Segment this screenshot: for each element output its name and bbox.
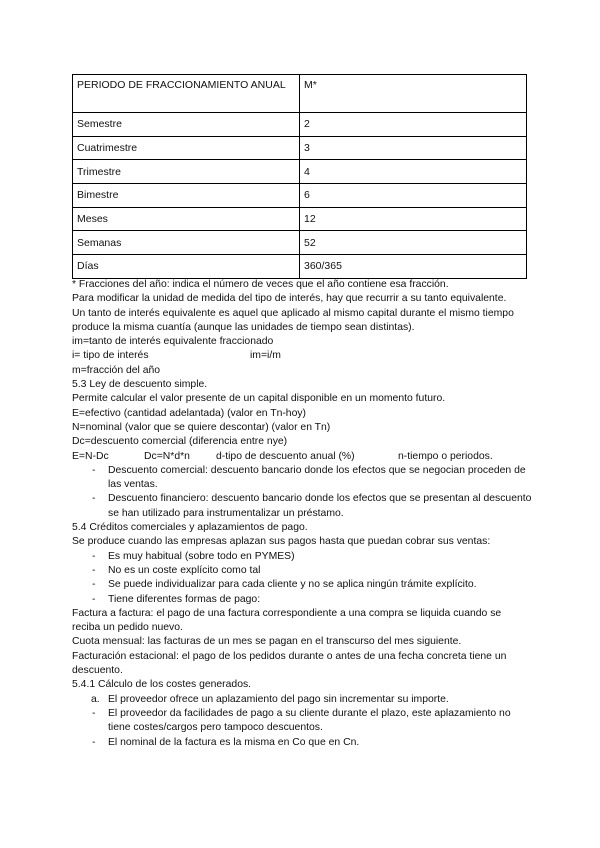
table-cell-period: Semanas bbox=[73, 231, 300, 255]
table-cell-period: Semestre bbox=[73, 113, 300, 137]
table-cell-m: 4 bbox=[300, 160, 527, 184]
list-item: - Descuento financiero: descuento bancario donde los efectos que se presentan al descuento se han utilizado para instrumentalizar un préstamo. bbox=[72, 492, 532, 521]
table-cell-m: 52 bbox=[300, 231, 527, 255]
table-row bbox=[73, 113, 527, 137]
table-cell-m: 3 bbox=[300, 136, 527, 160]
paragraph: Se produce cuando las empresas aplazan sus pagos hasta que puedan cobrar sus ventas: bbox=[72, 536, 491, 548]
table-row bbox=[73, 231, 527, 255]
formula: d-tipo de descuento anual (%) bbox=[216, 450, 355, 462]
definition: m=fracción del año bbox=[72, 364, 161, 376]
fraction-table bbox=[72, 74, 527, 279]
list-item: - Se puede individualizar para cada cliente y no se aplica ningún trámite explícito. bbox=[72, 578, 532, 592]
table-header-row bbox=[73, 75, 527, 113]
table-cell-period: Bimestre bbox=[73, 184, 300, 208]
table-row bbox=[73, 255, 527, 279]
definition: E=efectivo (cantidad adelantada) (valor en Tn-hoy) bbox=[72, 407, 307, 419]
credit-list bbox=[72, 550, 532, 607]
definition: Dc=descuento comercial (diferencia entre nye) bbox=[72, 436, 288, 448]
list-item: - Tiene diferentes formas de pago: bbox=[72, 593, 532, 607]
table-row bbox=[73, 136, 527, 160]
formula: Dc=N*d*n bbox=[144, 450, 190, 462]
table-row bbox=[73, 184, 527, 208]
list-item: - No es un coste explícito como tal bbox=[72, 564, 532, 578]
list-marker: a. bbox=[91, 693, 100, 705]
table-header-cell: M* bbox=[300, 75, 527, 113]
paragraph: Permite calcular el valor presente de un capital disponible en un momento futuro. bbox=[72, 393, 446, 405]
paragraph: Cuota mensual: las facturas de un mes se pagan en el transcurso del mes siguiente. bbox=[72, 636, 462, 648]
paragraph: Factura a factura: el pago de una factura correspondiente a una compra se liquida cuando se reciba un pedido nuevo. bbox=[72, 607, 502, 634]
definition: im=tanto de interés equivalente fraccionado bbox=[72, 336, 274, 348]
formula: n-tiempo o periodos. bbox=[398, 450, 493, 462]
table-cell-m: 360/365 bbox=[300, 255, 527, 279]
discount-list bbox=[72, 464, 532, 521]
definition: N=nominal (valor que se quiere descontar) (valor en Tn) bbox=[72, 421, 331, 433]
formula: E=N-Dc bbox=[72, 450, 109, 462]
subsection-heading: 5.4.1 Cálculo de los costes generados. bbox=[72, 679, 252, 691]
list-item bbox=[72, 693, 532, 707]
list-item: - Es muy habitual (sobre todo en PYMES) bbox=[72, 550, 532, 564]
paragraph: Facturación estacional: el pago de los pedidos durante o antes de una fecha concreta tiene un descuento. bbox=[72, 650, 507, 677]
cost-detail-list bbox=[72, 707, 532, 750]
list-item: - El nominal de la factura es la misma en Co que en Cn. bbox=[72, 736, 532, 750]
table-cell-m: 2 bbox=[300, 113, 527, 137]
table-cell-period: Meses bbox=[73, 207, 300, 231]
list-item-text: El proveedor ofrece un aplazamiento del pago sin incrementar su importe. bbox=[108, 693, 449, 705]
table-cell-period: Trimestre bbox=[73, 160, 300, 184]
table-cell-period: Días bbox=[73, 255, 300, 279]
paragraph: Para modificar la unidad de medida del tipo de interés, hay que recurrir a su tanto equivalente. bbox=[72, 293, 507, 305]
paragraph: Un tanto de interés equivalente es aquel que aplicado al mismo capital durante el mismo tiempo produce la misma cuantía (aunque las unidades de tiempo sean distintas). bbox=[72, 307, 514, 333]
section-heading: 5.4 Créditos comerciales y aplazamientos de pago. bbox=[72, 522, 308, 534]
document-body bbox=[72, 278, 532, 750]
section-heading: 5.3 Ley de descuento simple. bbox=[72, 379, 208, 391]
table-cell-period: Cuatrimestre bbox=[73, 136, 300, 160]
table-header-cell: PERIODO DE FRACCIONAMIENTO ANUAL bbox=[73, 75, 300, 113]
formula-row bbox=[72, 450, 532, 464]
definition: i= tipo de interés bbox=[72, 350, 149, 362]
list-item: - Descuento comercial: descuento bancario donde los efectos que se negocian proceden de las ventas. bbox=[72, 464, 532, 493]
table-footnote: * Fracciones del año: indica el número de veces que el año contiene esa fracción. bbox=[72, 279, 449, 290]
table-row bbox=[73, 160, 527, 184]
table-row bbox=[73, 207, 527, 231]
definition-row bbox=[72, 349, 532, 363]
list-item: - El proveedor da facilidades de pago a su cliente durante el plazo, este aplazamiento no tiene costes/cargos pero tampoco descuentos. bbox=[72, 707, 532, 736]
table-cell-m: 6 bbox=[300, 184, 527, 208]
formula: im=i/m bbox=[250, 350, 281, 362]
cost-list bbox=[72, 693, 532, 707]
table-cell-m: 12 bbox=[300, 207, 527, 231]
